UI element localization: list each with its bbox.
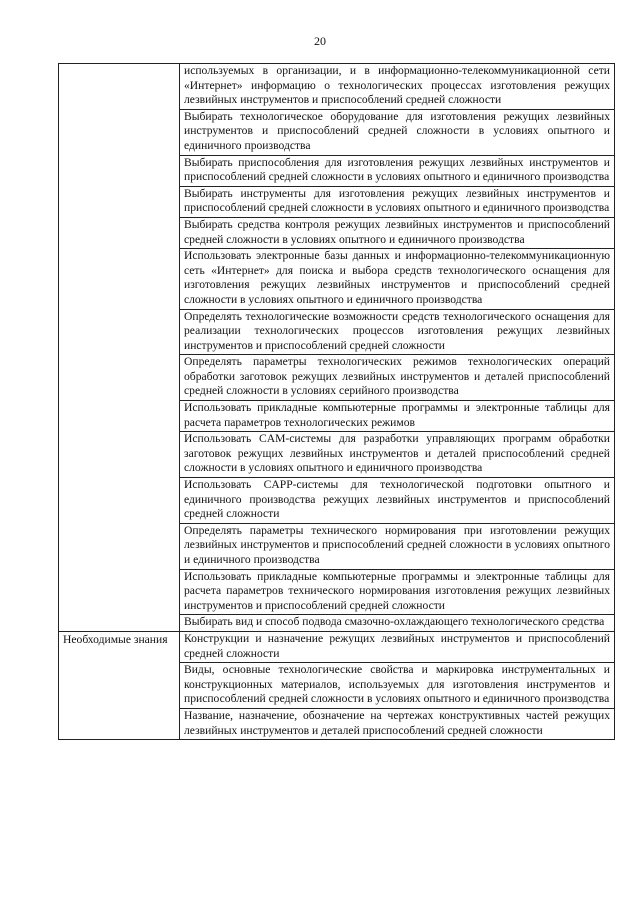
skill-item: Выбирать средства контроля режущих лезвийных инструментов и приспособлений средней сложности в условиях опытного и единичного производства (180, 217, 615, 248)
skill-item: Использовать электронные базы данных и информационно-телекоммуникационную сеть «Интернет» для поиска и выбора средств технологического оснащения для изготовления режущих лезвийных инструментов и приспособлений средней сложности в условиях опытного и единичного производства (180, 249, 615, 309)
knowledge-label-cell (59, 631, 180, 739)
page-number: 20 (314, 34, 326, 48)
table-row (59, 631, 615, 662)
skill-item: Выбирать вид и способ подвода смазочно-охлаждающего технологического средства (180, 615, 615, 632)
skill-item: Определять технологические возможности средств технологического оснащения для реализации технологических процессов изготовления режущих лезвийных инструментов и приспособлений средней сложности (180, 309, 615, 355)
skill-item: Определять параметры технологических режимов технологических операций обработки заготовок режущих лезвийных инструментов и деталей приспособлений средней сложности в условиях серийного производства (180, 355, 615, 401)
knowledge-item: Конструкции и назначение режущих лезвийных инструментов и приспособлений средней сложности (180, 631, 615, 662)
skill-item: Использовать CAPP-системы для технологической подготовки опытного и единичного производства режущих лезвийных инструментов и приспособлений средней сложности (180, 478, 615, 524)
skill-item: Использовать прикладные компьютерные программы и электронные таблицы для расчета параметров технического нормирования изготовления режущих лезвийных инструментов и приспособлений средней сложности (180, 569, 615, 615)
skill-item: Использовать CAM-системы для разработки управляющих программ обработки заготовок режущих лезвийных инструментов и деталей приспособлений средней сложности в условиях опытного и единичного производства (180, 432, 615, 478)
skill-item: используемых в организации, и в информационно-телекоммуникационной сети «Интернет» информацию о технологических процессах изготовления режущих лезвийных инструментов и приспособлений средней сложности (180, 64, 615, 110)
table-row (59, 64, 615, 110)
skills-label-cell (59, 64, 180, 632)
skill-item: Выбирать технологическое оборудование для изготовления режущих лезвийных инструментов и приспособлений средней сложности в условиях опытного и единичного производства (180, 109, 615, 155)
requirements-table (58, 63, 615, 740)
skill-item: Использовать прикладные компьютерные программы и электронные таблицы для расчета параметров технологических режимов (180, 401, 615, 432)
knowledge-label: Необходимые знания (63, 632, 168, 646)
knowledge-item: Виды, основные технологические свойства и маркировка инструментальных и конструкционных материалов, используемых для изготовления инструментов и приспособлений средней сложности в условиях опытного и единичного производства (180, 663, 615, 709)
skill-item: Определять параметры технического нормирования при изготовлении режущих лезвийных инструментов и приспособлений средней сложности в условиях опытного и единичного производства (180, 523, 615, 569)
skill-item: Выбирать приспособления для изготовления режущих лезвийных инструментов и приспособлений средней сложности в условиях опытного и единичного производства (180, 155, 615, 186)
skill-item: Выбирать инструменты для изготовления режущих лезвийных инструментов и приспособлений средней сложности в условиях опытного и единичного производства (180, 186, 615, 217)
knowledge-item: Название, назначение, обозначение на чертежах конструктивных частей режущих лезвийных инструментов и деталей приспособлений средней сложности (180, 708, 615, 739)
